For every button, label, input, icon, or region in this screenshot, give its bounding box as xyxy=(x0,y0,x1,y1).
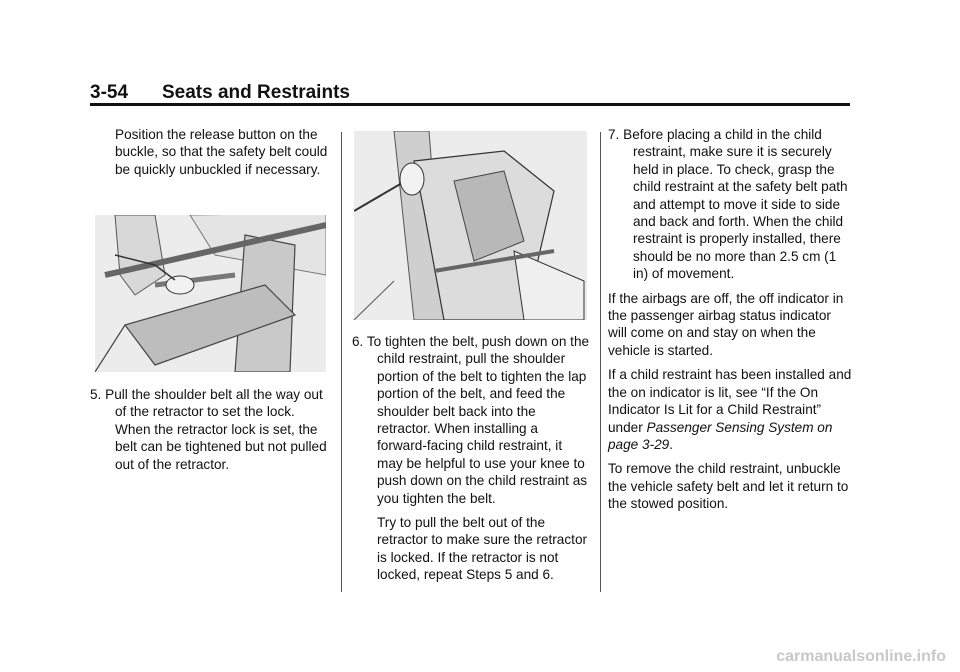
step-7 xyxy=(608,126,852,283)
on-indicator-text-end: . xyxy=(669,436,674,452)
section-title: Seats and Restraints xyxy=(162,82,350,103)
column-3 xyxy=(608,126,852,520)
page-number: 3-54 xyxy=(90,82,129,103)
watermark: carmanualsonline.info xyxy=(776,648,946,665)
column-1 xyxy=(90,126,330,178)
step-6 xyxy=(352,333,590,507)
page-header xyxy=(90,82,350,104)
step-5 xyxy=(90,386,330,473)
airbag-off-paragraph: If the airbags are off, the off indicator in the passenger airbag status indicator will come on and stay on when the vehicle is started. xyxy=(608,290,844,358)
on-indicator-text: If a child restraint has been installed and the on indicator is lit, see “If the On Indicator Is Lit for a Child Restraint” under xyxy=(608,367,852,435)
step-5-number: 5. xyxy=(90,387,102,402)
on-indicator-paragraph xyxy=(608,366,852,453)
intro-paragraph: Position the release button on the buckle, so that the safety belt could be quickly unbuckled if necessary. xyxy=(115,127,328,177)
column-2 xyxy=(352,333,590,584)
column-divider-2 xyxy=(600,132,601,592)
child-restraint-tightening-illustration xyxy=(354,131,587,320)
step-6-note: Try to pull the belt out of the retractor to make sure the retractor is locked. If the retractor is not locked, repeat Steps 5 and 6. xyxy=(377,515,588,583)
passenger-sensing-reference-link[interactable]: Passenger Sensing System on page 3-29 xyxy=(608,419,833,452)
header-rule xyxy=(90,103,850,106)
step-6-text: To tighten the belt, push down on the child restraint, pull the shoulder portion of the belt to tighten the lap portion of the belt, and feed the shoulder belt back into the retractor. When installing a forward-facing child restraint, it may be helpful to use your knee to push down on the child restraint as you tighten the belt. xyxy=(366,334,590,506)
step-7-text: Before placing a child in the child restraint, make sure it is securely held in place. To check, grasp the child restraint at the safety belt path and attempt to move it side to side and back and forth. When the child restraint is properly installed, there should be no more than 2.5 cm (1 in) of movement. xyxy=(623,127,848,282)
step-5-text: Pull the shoulder belt all the way out of the retractor to set the lock. When the retractor lock is set, the belt can be tightened but not pulled out of the retractor. xyxy=(105,387,327,472)
step-7-number: 7. xyxy=(608,127,620,142)
column-divider-1 xyxy=(341,132,342,592)
column-1-step5 xyxy=(90,386,330,473)
step-6-number: 6. xyxy=(352,334,364,349)
remove-restraint-paragraph: To remove the child restraint, unbuckle the vehicle safety belt and let it return to the stowed position. xyxy=(608,461,849,512)
seatbelt-illustration-hands-on-belt xyxy=(95,215,326,372)
